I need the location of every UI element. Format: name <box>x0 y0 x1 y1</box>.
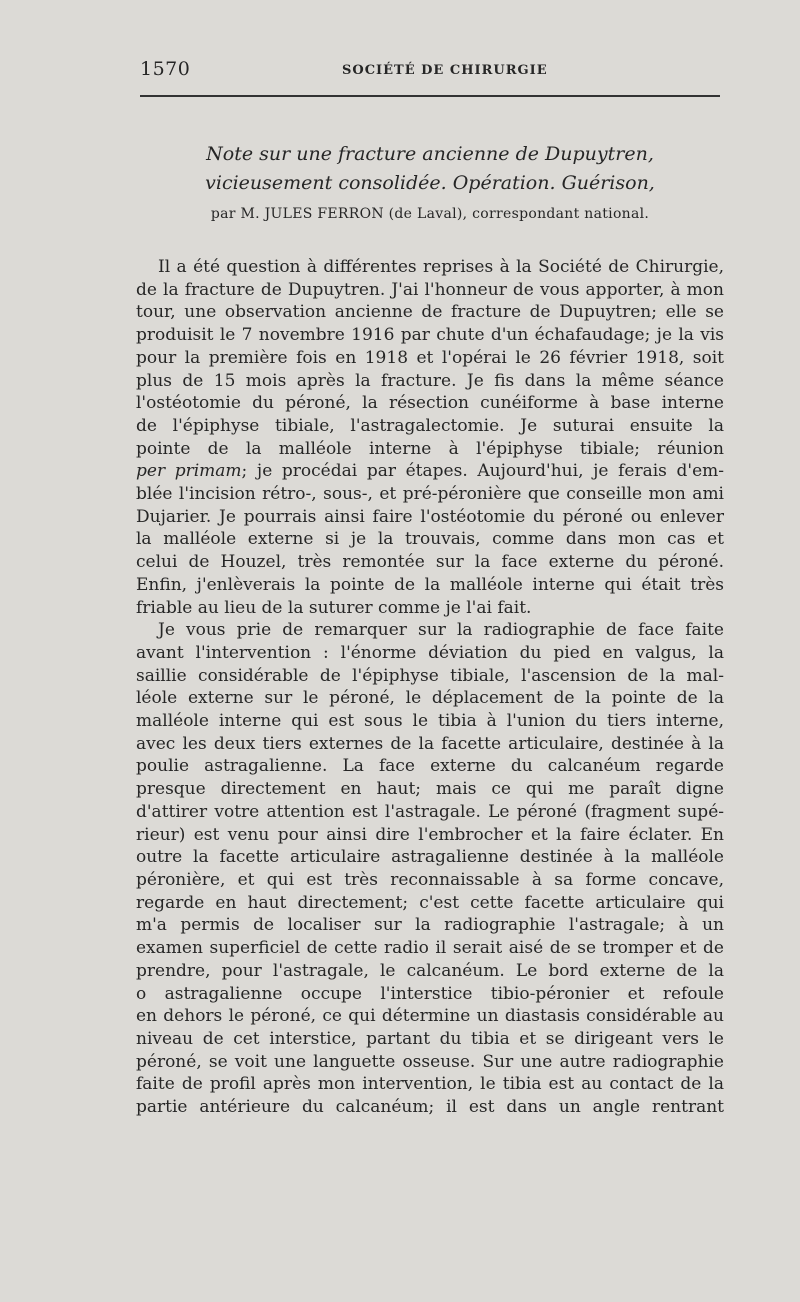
title-line-2: vicieusement consolidée. Opération. Guérison, <box>205 172 655 194</box>
text-line: rieur) est venu pour ainsi dire l'embrocher et la faire éclater. En <box>136 824 724 845</box>
page-header <box>140 58 720 86</box>
text-line: m'a permis de localiser sur la radiographie l'astragale; à un <box>136 915 724 936</box>
text-line: pour la première fois en 1918 et l'opérai le 26 février 1918, soit <box>136 347 724 368</box>
text-line: léole externe sur le péroné, le déplacement de la pointe de la <box>136 688 724 709</box>
text-line: en dehors le péroné, ce qui détermine un diastasis considérable au <box>136 1006 724 1027</box>
italic-phrase: per primam <box>136 461 242 482</box>
body-text <box>136 256 724 1119</box>
text-line: Dujarier. Je pourrais ainsi faire l'ostéotomie du péroné ou enlever <box>136 506 724 527</box>
text-line: regarde en haut directement; c'est cette facette articulaire qui <box>136 892 724 913</box>
text-line: Je vous prie de remarquer sur la radiographie de face faite <box>158 620 724 641</box>
text-line: examen superficiel de cette radio il serait aisé de se tromper et de <box>136 938 724 959</box>
text-line: presque directement en haut; mais ce qui me paraît digne <box>136 779 724 800</box>
text-line: péroné, se voit une languette osseuse. Sur une autre radiographie <box>136 1051 724 1072</box>
text-line: de l'épiphyse tibiale, l'astragalectomie. Je suturai ensuite la <box>136 415 724 436</box>
text-line: prendre, pour l'astragale, le calcanéum. Le bord externe de la <box>136 960 724 981</box>
text-line: de la fracture de Dupuytren. J'ai l'honneur de vous apporter, à mon <box>136 279 724 300</box>
title-line-1: Note sur une fracture ancienne de Dupuytren, <box>206 143 654 165</box>
text-line: Il a été question à différentes reprises à la Société de Chirurgie, <box>158 257 724 277</box>
text-line: saillie considérable de l'épiphyse tibiale, l'ascension de la mal- <box>136 665 724 686</box>
text-line: produisit le 7 novembre 1916 par chute d'un échafaudage; je la vis <box>136 325 724 346</box>
text-line: plus de 15 mois après la fracture. Je fis dans la même séance <box>136 370 724 391</box>
text-line: blée l'incision rétro-, sous-, et pré-péronière que conseille mon ami <box>136 484 724 505</box>
text-line: outre la facette articulaire astragalienne destinée à la malléole <box>136 847 724 868</box>
article-title <box>140 140 720 198</box>
text-line: faite de profil après mon intervention, le tibia est au contact de la <box>136 1074 724 1095</box>
running-head: SOCIÉTÉ DE CHIRURGIE <box>342 63 548 78</box>
page-number: 1570 <box>140 58 191 80</box>
text-line: niveau de cet interstice, partant du tibia et se dirigeant vers le <box>136 1028 724 1049</box>
text-line: péronière, et qui est très reconnaissable à sa forme concave, <box>136 869 724 890</box>
text-line: avant l'intervention : l'énorme déviation du pied en valgus, la <box>136 642 724 663</box>
text-line: partie antérieure du calcanéum; il est dans un angle rentrant <box>136 1097 724 1118</box>
text-line: l'ostéotomie du péroné, la résection cunéiforme à base interne <box>136 393 724 414</box>
text-line: avec les deux tiers externes de la facette articulaire, destinée à la <box>136 733 724 754</box>
text-line: malléole interne qui est sous le tibia à l'union du tiers interne, <box>136 711 724 732</box>
text-line: celui de Houzel, très remontée sur la face externe du péroné. <box>136 552 724 573</box>
text-line: pointe de la malléole interne à l'épiphyse tibiale; réunion <box>136 438 724 459</box>
header-rule <box>140 95 720 97</box>
text-line: friable au lieu de la suturer comme je l'ai fait. <box>136 597 532 618</box>
byline: par M. JULES FERRON (de Laval), correspondant national. <box>210 206 650 222</box>
text-segment: ; je procédai par étapes. Aujourd'hui, je ferais d'em- <box>241 461 725 482</box>
text-line: la malléole externe si je la trouvais, comme dans mon cas et <box>136 529 724 550</box>
text-line: o astragalienne occupe l'interstice tibio-péronier et refoule <box>136 983 724 1004</box>
text-line: Enfin, j'enlèverais la pointe de la malléole interne qui était très <box>136 574 724 595</box>
text-line: poulie astragalienne. La face externe du calcanéum regarde <box>136 756 724 777</box>
text-line-mixed <box>136 460 724 483</box>
text-line: d'attirer votre attention est l'astragale. Le péroné (fragment supé- <box>136 801 724 822</box>
text-line: tour, une observation ancienne de fracture de Dupuytren; elle se <box>136 302 724 323</box>
